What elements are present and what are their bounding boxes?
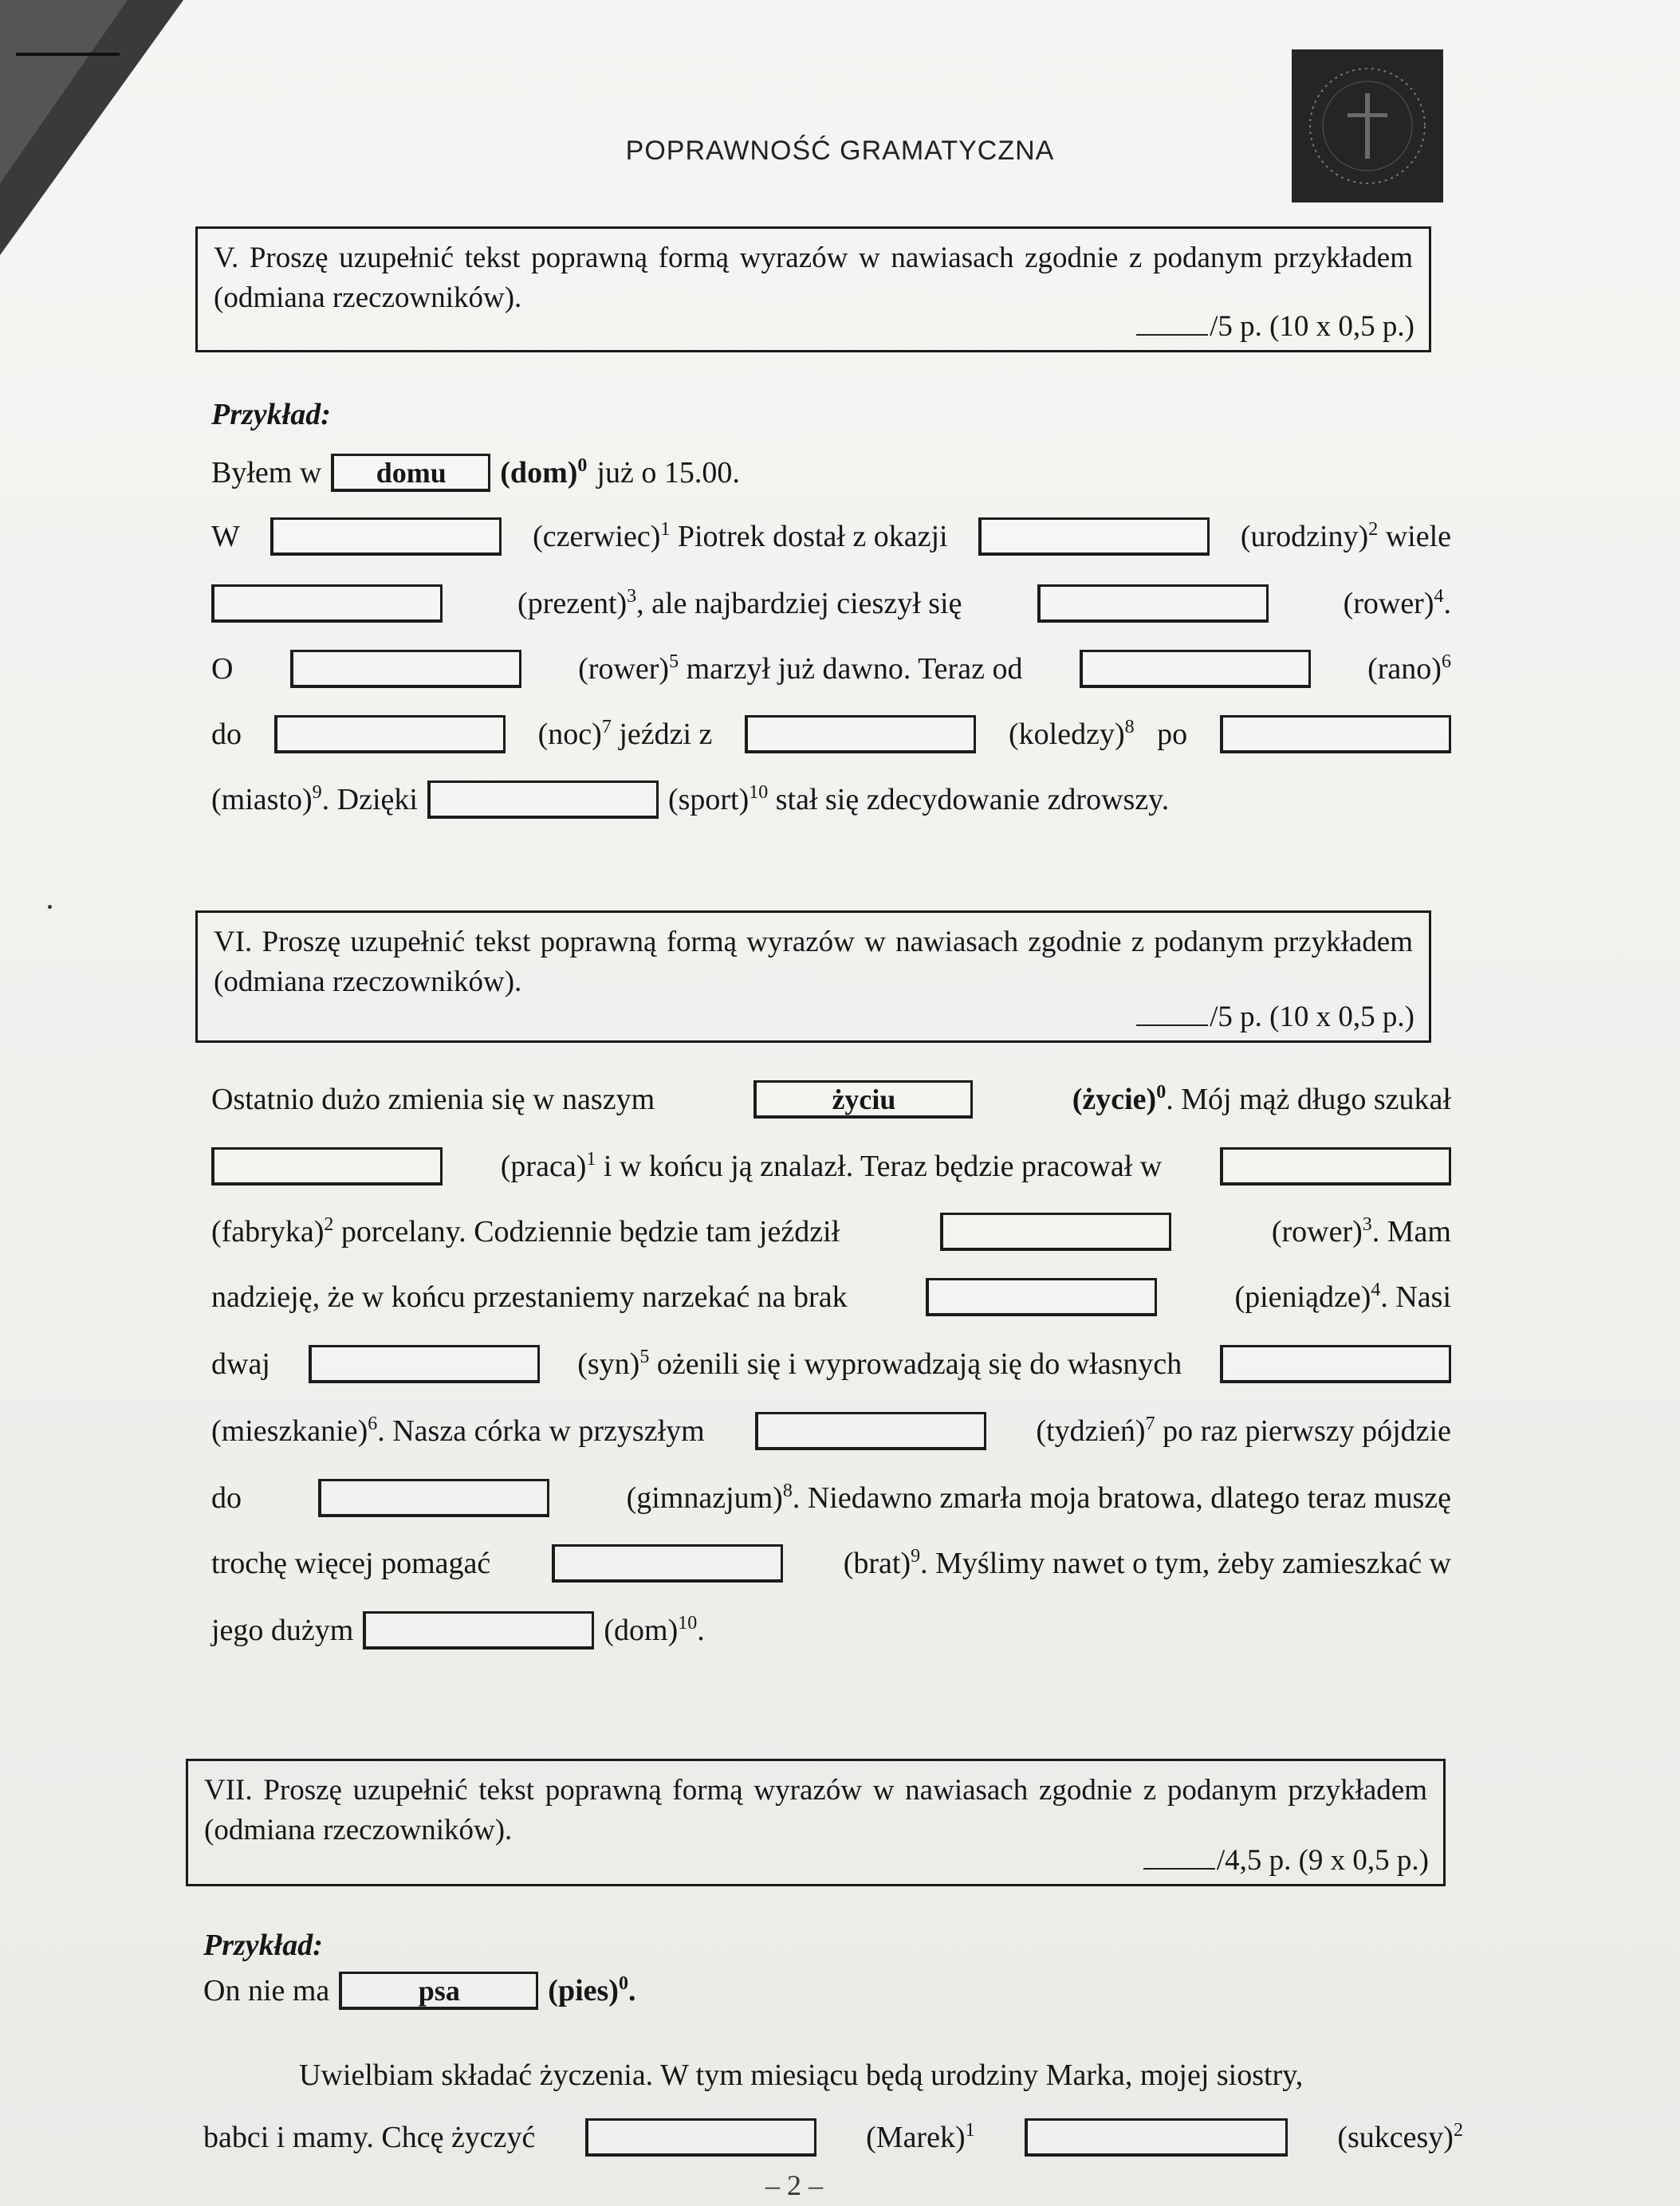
example-answer-box: życiu: [753, 1080, 973, 1119]
example-hint: (dom)$^0$: [500, 455, 588, 490]
hint: (sport)$^{10}$ stał się zdecydowanie zdrowszy.: [667, 782, 1170, 816]
hint: (czerwiec)$^1$ Piotrek dostał z okazji: [533, 519, 948, 553]
answer-box-6-4[interactable]: [926, 1278, 1157, 1316]
example-answer-box: domu: [331, 454, 490, 492]
section-6-instruction-box: [195, 910, 1431, 1043]
section-6-line-6: [211, 1410, 1451, 1453]
answer-box-6-1[interactable]: [211, 1147, 443, 1186]
section-7-score: /4,5 p. (9 x 0,5 p.): [1143, 1841, 1429, 1881]
answer-box-5-2[interactable]: [978, 517, 1210, 556]
section-5-instruction: V. Proszę uzupełnić tekst poprawną formą wyrazów w nawiasach zgodnie z podanym przykładem (odmiana rzeczowników).: [214, 242, 1413, 314]
answer-box-5-9[interactable]: [1220, 715, 1451, 753]
section-6-instruction: VI. Proszę uzupełnić tekst poprawną formą wyrazów w nawiasach zgodnie z podanym przykładem (odmiana rzeczowników).: [214, 926, 1413, 998]
example-text-after: już o 15.00.: [596, 456, 740, 490]
section-6-line-4: [211, 1276, 1451, 1319]
section-5-line-5: [211, 778, 1451, 821]
section-6-line-1: [211, 1078, 1451, 1121]
hint: (fabryka)$^2$ porcelany. Codziennie będzie tam jeździł: [211, 1214, 840, 1248]
speck: [48, 905, 52, 909]
section-6-line-2: [211, 1145, 1451, 1188]
text: do: [211, 1481, 242, 1515]
hint: (syn)$^5$ ożenili się i wyprowadzają się do własnych: [577, 1347, 1182, 1381]
text: jego dużym: [211, 1614, 354, 1647]
answer-box-5-5[interactable]: [290, 650, 521, 688]
hint: (praca)$^1$ i w końcu ją znalazł. Teraz będzie pracował w: [500, 1149, 1163, 1183]
hint: (noc)$^7$ jeździ z: [537, 717, 713, 751]
page-number: – 2 –: [765, 2169, 823, 2201]
section-6-line-3: [211, 1210, 1451, 1253]
section-5-line-3: [211, 647, 1451, 690]
section-5-line-4: [211, 713, 1451, 756]
text: trochę więcej pomagać: [211, 1547, 491, 1580]
answer-box-5-4[interactable]: [1037, 584, 1269, 623]
answer-box-7-2[interactable]: [1025, 2118, 1288, 2157]
text: dwaj: [211, 1347, 270, 1381]
answer-box-5-3[interactable]: [211, 584, 443, 623]
section-7-example-label: Przykład:: [203, 1929, 323, 1962]
example-hint: (pies)$^0$.: [548, 1973, 636, 2007]
section-5-score: /5 p. (10 x 0,5 p.): [1136, 307, 1414, 347]
hint: (prezent)$^3$, ale najbardziej cieszył się: [517, 586, 962, 620]
section-7-paragraph-line-1: [299, 2054, 1463, 2097]
hint: (rower)$^5$ marzył już dawno. Teraz od: [578, 651, 1023, 686]
answer-box-6-5[interactable]: [309, 1345, 540, 1383]
answer-box-5-1[interactable]: [270, 517, 502, 556]
answer-box-5-6[interactable]: [1080, 650, 1311, 688]
answer-box-6-7[interactable]: [755, 1412, 986, 1450]
example-text-before: On nie ma: [203, 1974, 330, 2007]
hint: (sukcesy)$^2$: [1337, 2120, 1463, 2154]
section-7-line-2: [203, 2116, 1463, 2159]
answer-box-6-6[interactable]: [1220, 1345, 1451, 1383]
section-6-line-9: [211, 1609, 1451, 1652]
official-seal-stamp: [1292, 49, 1443, 203]
hint: (urodziny)$^2$ wiele: [1240, 519, 1451, 553]
hint: (pieniądze)$^4$. Nasi: [1234, 1280, 1451, 1314]
section-7-instruction-box: [186, 1759, 1446, 1886]
answer-box-7-1[interactable]: [585, 2118, 816, 2157]
text: W: [211, 520, 240, 553]
hint: (tydzień)$^7$ po raz pierwszy pójdzie: [1036, 1414, 1451, 1448]
text: babci i mamy. Chcę życzyć: [203, 2121, 536, 2154]
section-7-example-line: [203, 1969, 1443, 2012]
answer-box-6-9[interactable]: [552, 1544, 783, 1583]
section-5-example-line: [211, 451, 1451, 494]
text: nadzieję, że w końcu przestaniemy narzekać na brak: [211, 1280, 848, 1314]
answer-box-6-8[interactable]: [318, 1479, 549, 1517]
answer-box-6-2[interactable]: [1220, 1147, 1451, 1186]
page-corner-fold: [0, 0, 191, 263]
hint: (gimnazjum)$^8$. Niedawno zmarła moja bratowa, dlatego teraz muszę: [626, 1480, 1451, 1515]
answer-box-5-7[interactable]: [274, 715, 506, 753]
section-5-example-label: Przykład:: [211, 398, 331, 431]
section-7-instruction: VII. Proszę uzupełnić tekst poprawną formą wyrazów w nawiasach zgodnie z podanym przykładem (odmiana rzeczowników).: [204, 1774, 1427, 1846]
hint: (rower)$^4$.: [1343, 586, 1451, 620]
text: do: [211, 718, 242, 751]
section-6-line-5: [211, 1343, 1451, 1386]
hint: (miasto)$^9$. Dzięki: [211, 782, 418, 816]
answer-box-6-10[interactable]: [363, 1611, 594, 1650]
paragraph-text: Uwielbiam składać życzenia. W tym miesiącu będą urodziny Marka, mojej siostry,: [299, 2059, 1304, 2092]
text: Ostatnio dużo zmienia się w naszym: [211, 1083, 655, 1116]
example-answer-box: psa: [339, 1972, 538, 2010]
section-6-score: /5 p. (10 x 0,5 p.): [1136, 997, 1414, 1037]
section-6-line-8: [211, 1542, 1451, 1585]
section-5-line-1: [211, 515, 1451, 558]
hint: (rower)$^3$. Mam: [1271, 1214, 1451, 1248]
section-5-instruction-box: [195, 226, 1431, 352]
text: O: [211, 652, 234, 686]
hint: (rano)$^6$: [1367, 651, 1451, 686]
hint: (koledzy)$^8$ po: [1009, 717, 1188, 751]
hint: (Marek)$^1$: [866, 2120, 975, 2154]
answer-box-5-8[interactable]: [745, 715, 976, 753]
answer-box-5-10[interactable]: [427, 781, 659, 819]
hint: (brat)$^9$. Myślimy nawet o tym, żeby zamieszkać w: [843, 1546, 1451, 1580]
answer-box-6-3[interactable]: [940, 1213, 1171, 1251]
example-text-before: Byłem w: [211, 456, 322, 490]
page-title: POPRAWNOŚĆ GRAMATYCZNA: [625, 136, 1055, 166]
hint: (życie)$^0$. Mój mąż długo szukał: [1072, 1082, 1451, 1116]
hint: (mieszkanie)$^6$. Nasza córka w przyszłym: [211, 1414, 705, 1448]
section-6-line-7: [211, 1477, 1451, 1520]
hint: (dom)$^{10}$.: [604, 1613, 705, 1647]
section-5-line-2: [211, 582, 1451, 625]
